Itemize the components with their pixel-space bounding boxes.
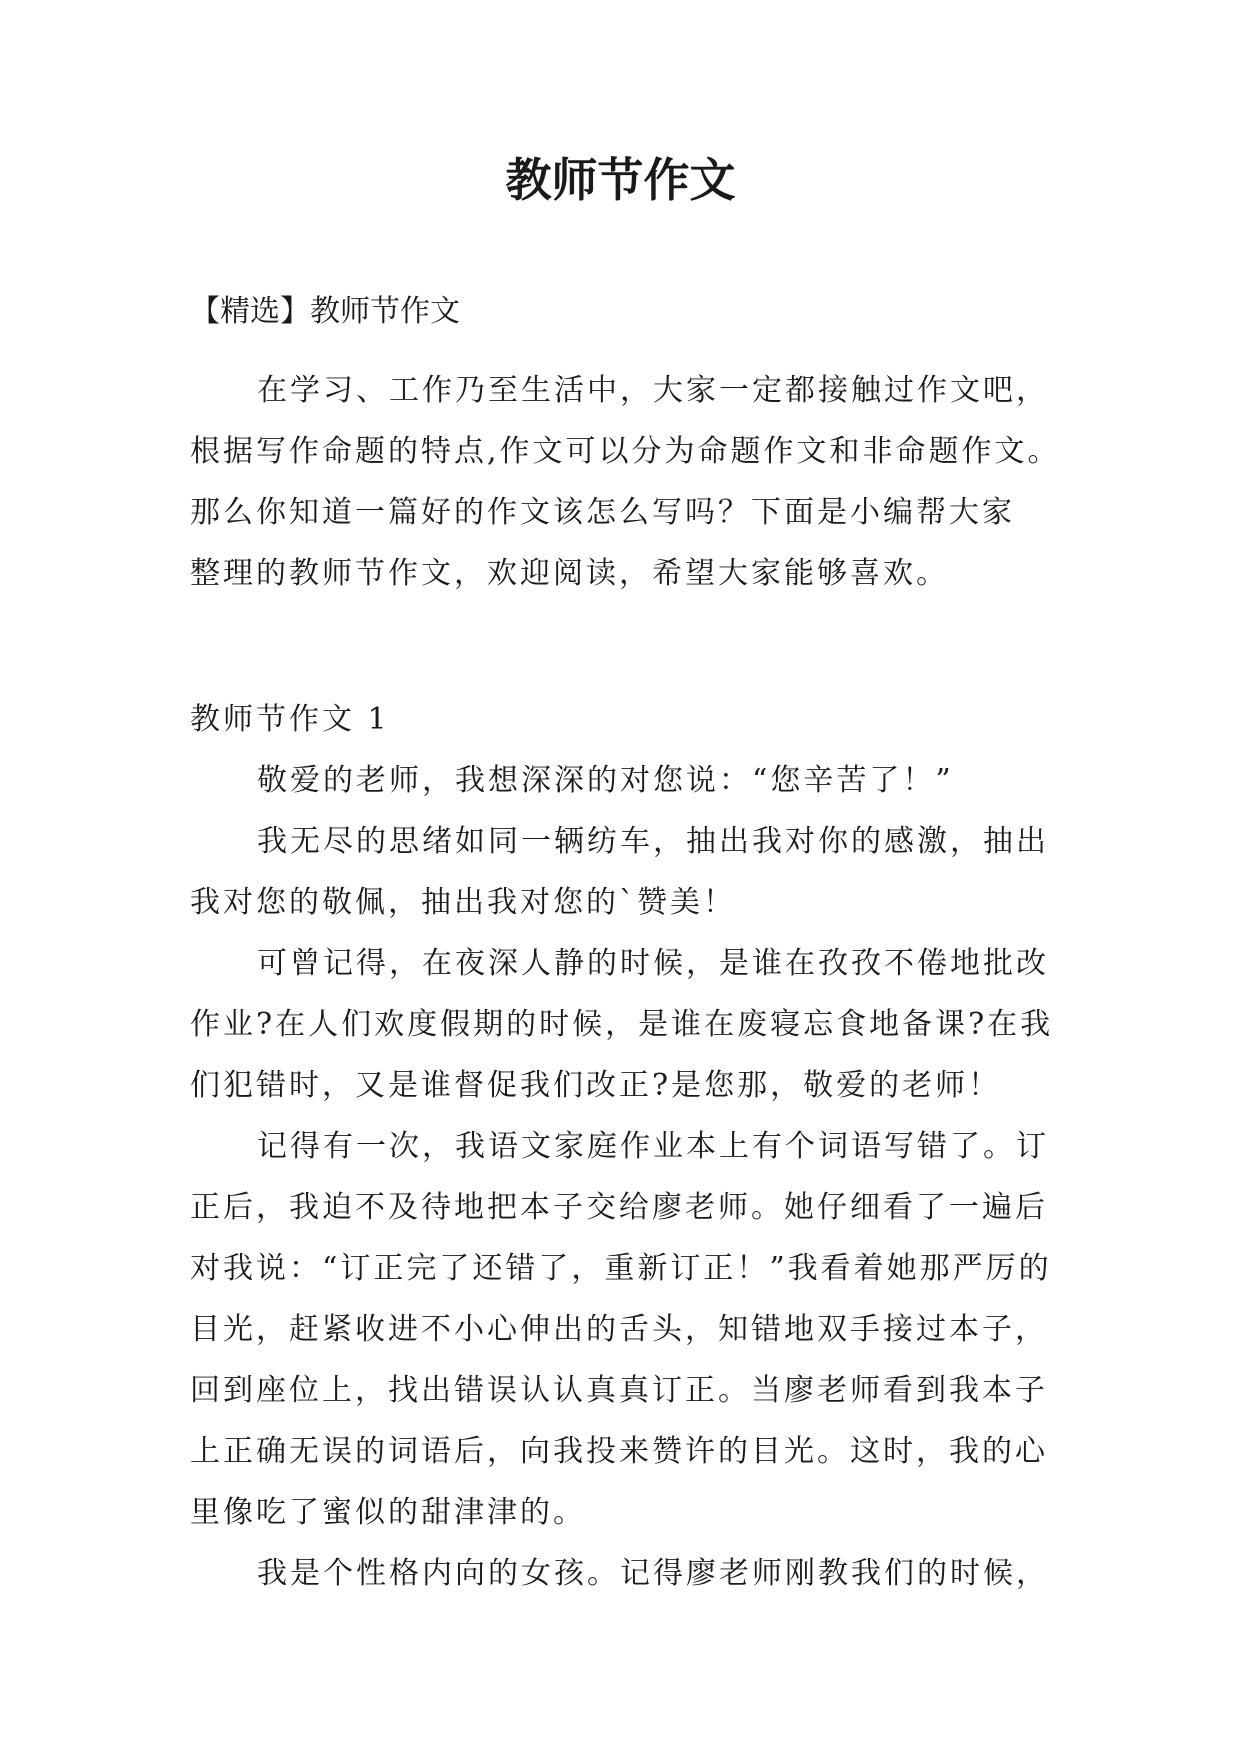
body-line: 敬爱的老师，我想深深的对您说：“您辛苦了！” <box>257 763 954 798</box>
intro-line: 在学习、工作乃至生活中，大家一定都接触过作文吧， <box>257 373 1049 408</box>
intro-line: 根据写作命题的特点,作文可以分为命题作文和非命题作文。 <box>190 434 1061 469</box>
document-title: 教师节作文 <box>505 153 736 207</box>
body-line: 我是个性格内向的女孩。记得廖老师刚教我们的时候， <box>257 1556 1049 1591</box>
body-line: 记得有一次，我语文家庭作业本上有个词语写错了。订 <box>257 1129 1049 1164</box>
body-line: 我对您的敬佩，抽出我对您的`赞美！ <box>190 885 736 920</box>
body-line: 里像吃了蜜似的甜津津的。 <box>190 1495 586 1530</box>
intro-line: 那么你知道一篇好的作文该怎么写吗？下面是小编帮大家 <box>190 495 1015 530</box>
body-line: 们犯错时，又是谁督促我们改正?是您那，敬爱的老师！ <box>190 1068 1002 1103</box>
body-line: 上正确无误的词语后，向我投来赞许的目光。这时，我的心 <box>190 1434 1048 1469</box>
intro-line: 整理的教师节作文，欢迎阅读，希望大家能够喜欢。 <box>190 556 949 591</box>
body-line: 目光，赶紧收进不小心伸出的舌头，知错地双手接过本子， <box>190 1312 1048 1347</box>
body-line: 作业?在人们欢度假期的时候，是谁在废寝忘食地备课?在我 <box>190 1007 1054 1042</box>
section-heading: 教师节作文 1 <box>190 702 390 737</box>
body-line: 正后，我迫不及待地把本子交给廖老师。她仔细看了一遍后 <box>190 1190 1048 1225</box>
document-subtitle: 【精选】教师节作文 <box>190 294 460 329</box>
body-line: 我无尽的思绪如同一辆纺车，抽出我对你的感激，抽出 <box>257 824 1049 859</box>
body-line: 可曾记得，在夜深人静的时候，是谁在孜孜不倦地批改 <box>257 946 1049 981</box>
body-line: 回到座位上，找出错误认认真真订正。当廖老师看到我本子 <box>190 1373 1048 1408</box>
body-line: 对我说：“订正完了还错了，重新订正！”我看着她那严厉的 <box>190 1251 1052 1286</box>
